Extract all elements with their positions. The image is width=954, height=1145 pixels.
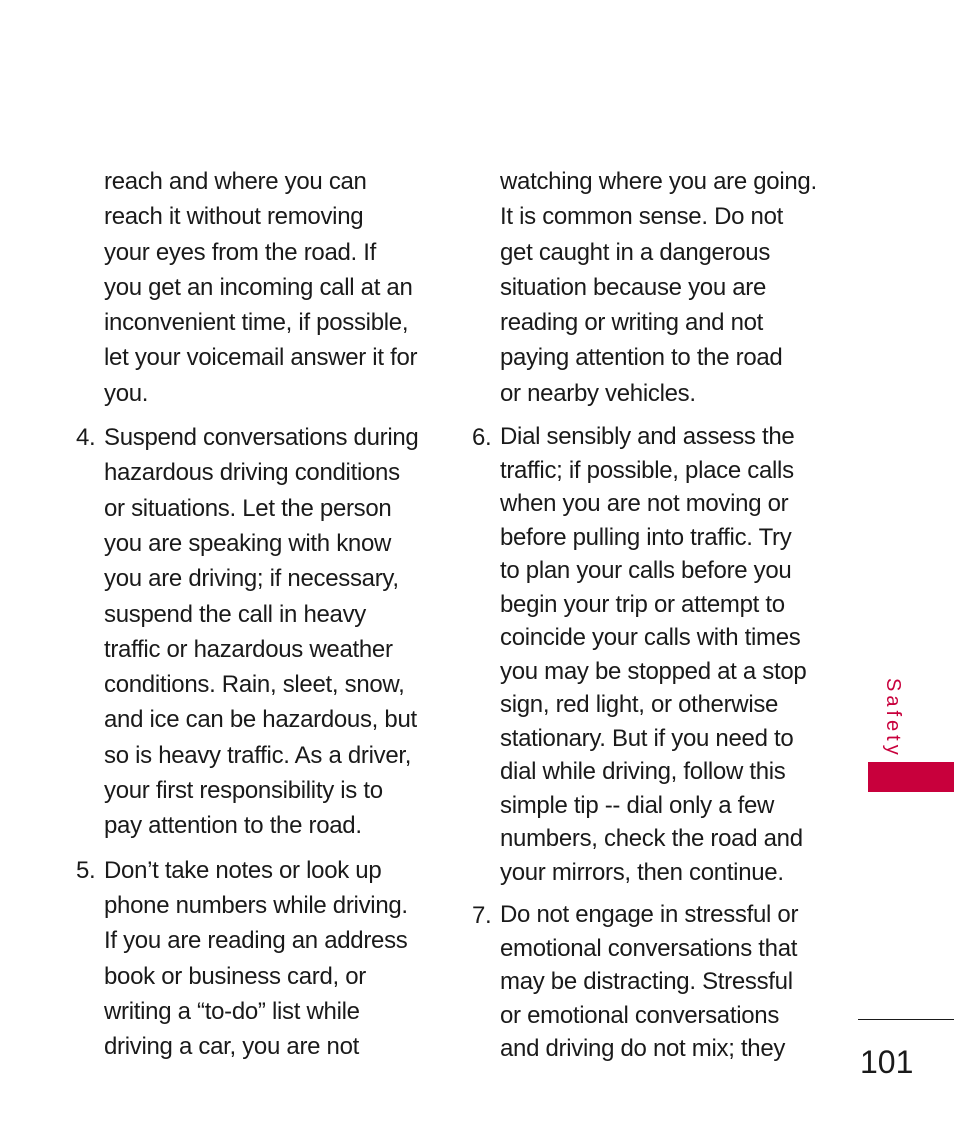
list-item-number: 4. — [76, 424, 96, 452]
right-column — [472, 164, 832, 1066]
list-item-6 — [472, 420, 832, 889]
list-item-text: Suspend conversations during hazardous driving conditions or situations. Let the person you are speaking with know you are driving; if necessary, suspend the call in heavy traffic or hazardous weather conditions. Rain, sleet, snow, and ice can be hazardous, but so is heavy traffic. As a driver, your first responsibility is to pay attention to the road. — [104, 424, 419, 840]
list-item-number: 6. — [472, 424, 492, 452]
page-number-divider — [858, 1019, 954, 1020]
list-item-7 — [472, 898, 832, 1066]
list-item-number: 5. — [76, 856, 96, 884]
section-tab-marker — [868, 762, 954, 792]
list-item-4 — [76, 420, 436, 844]
page-number: 101 — [860, 1044, 914, 1080]
list-item-number: 7. — [472, 902, 492, 930]
list-item-text: Don’t take notes or look up phone numbers while driving. If you are reading an address book or business card, or writing a “to-do” list while driving a car, you are not — [104, 856, 408, 1061]
right-continuation-text: watching where you are going. It is common sense. Do not get caught in a dangerous situation because you are reading or writing and not paying attention to the road or nearby vehicles. — [500, 168, 817, 407]
list-item-text: Do not engage in stressful or emotional conversations that may be distracting. Stressful or emotional conversations and driving do not mix; they — [500, 901, 799, 1063]
list-item-text: Dial sensibly and assess the traffic; if possible, place calls when you are not moving or before pulling into traffic. Try to plan your calls before you begin your trip or attempt to coincide your calls with times you may be stopped at a stop sign, red light, or otherwise stationary. But if you need to dial while driving, follow this simple tip -- dial only a few numbers, check the road and your mirrors, then continue. — [500, 423, 807, 886]
list-item-5 — [76, 853, 436, 1065]
left-continuation-text: reach and where you can reach it without removing your eyes from the road. If you get an incoming call at an inconvenient time, if possible, let your voicemail answer it for you. — [104, 168, 418, 407]
section-tab-label: Safety — [882, 678, 904, 759]
left-column — [76, 164, 436, 1064]
